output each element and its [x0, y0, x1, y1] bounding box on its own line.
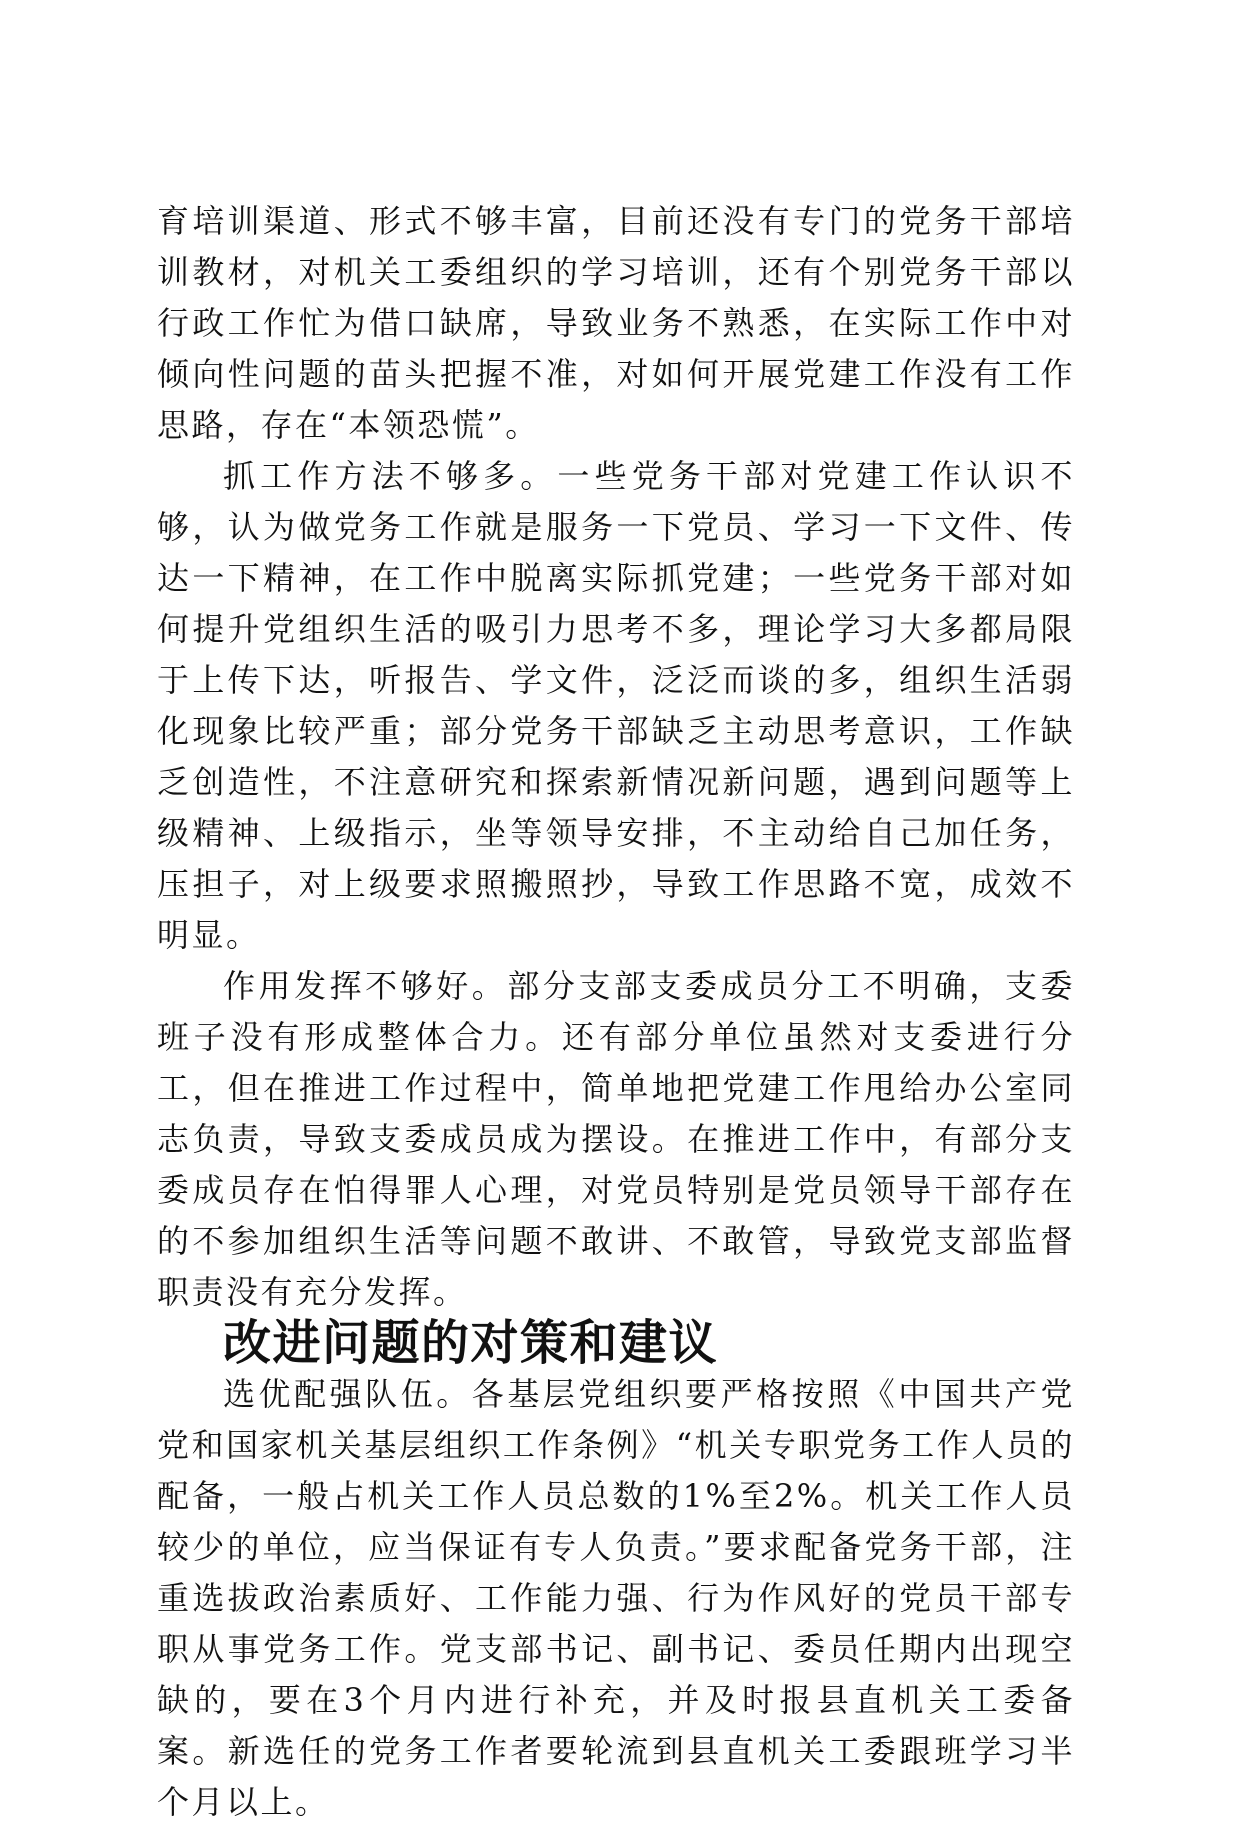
- paragraph-role-play: 作用发挥不够好。部分支部支委成员分工不明确，支委班子没有形成整体合力。还有部分单位虽然对支委进行分工，但在推进工作过程中，简单地把党建工作甩给办公室同志负责，导致支委成员成为摆设。在推进工作中，有部分支委成员存在怕得罪人心理，对党员特别是党员领导干部存在的不参加组织生活等问题不敢讲、不敢管，导致党支部监督职责没有充分发挥。: [157, 967, 1075, 1311]
- section-heading: 改进问题的对策和建议: [223, 1315, 719, 1371]
- paragraph-staffing: 选优配强队伍。各基层党组织要严格按照《中国共产党党和国家机关基层组织工作条例》“机关专职党务工作人员的配备，一般占机关工作人员总数的1%至2%。机关工作人员较少的单位，应当保证有专人负责。”要求配备党务干部，注重选拔政治素质好、工作能力强、行为作风好的党员干部专职从事党务工作。党支部书记、副书记、委员任期内出现空缺的，要在3个月内进行补充，并及时报县直机关工委备案。新选任的党务工作者要轮流到县直机关工委跟班学习半个月以上。: [157, 1375, 1075, 1821]
- paragraph-training-continuation: 育培训渠道、形式不够丰富，目前还没有专门的党务干部培训教材，对机关工委组织的学习培训，还有个别党务干部以行政工作忙为借口缺席，导致业务不熟悉，在实际工作中对倾向性问题的苗头把握不准，对如何开展党建工作没有工作思路，存在“本领恐慌”。: [157, 202, 1075, 444]
- document-body: [157, 196, 1075, 1828]
- paragraph-work-methods: 抓工作方法不够多。一些党务干部对党建工作认识不够，认为做党务工作就是服务一下党员、学习一下文件、传达一下精神，在工作中脱离实际抓党建；一些党务干部对如何提升党组织生活的吸引力思考不多，理论学习大多都局限于上传下达，听报告、学文件，泛泛而谈的多，组织生活弱化现象比较严重；部分党务干部缺乏主动思考意识，工作缺乏创造性，不注意研究和探索新情况新问题，遇到问题等上级精神、上级指示，坐等领导安排，不主动给自己加任务，压担子，对上级要求照搬照抄，导致工作思路不宽，成效不明显。: [157, 457, 1075, 954]
